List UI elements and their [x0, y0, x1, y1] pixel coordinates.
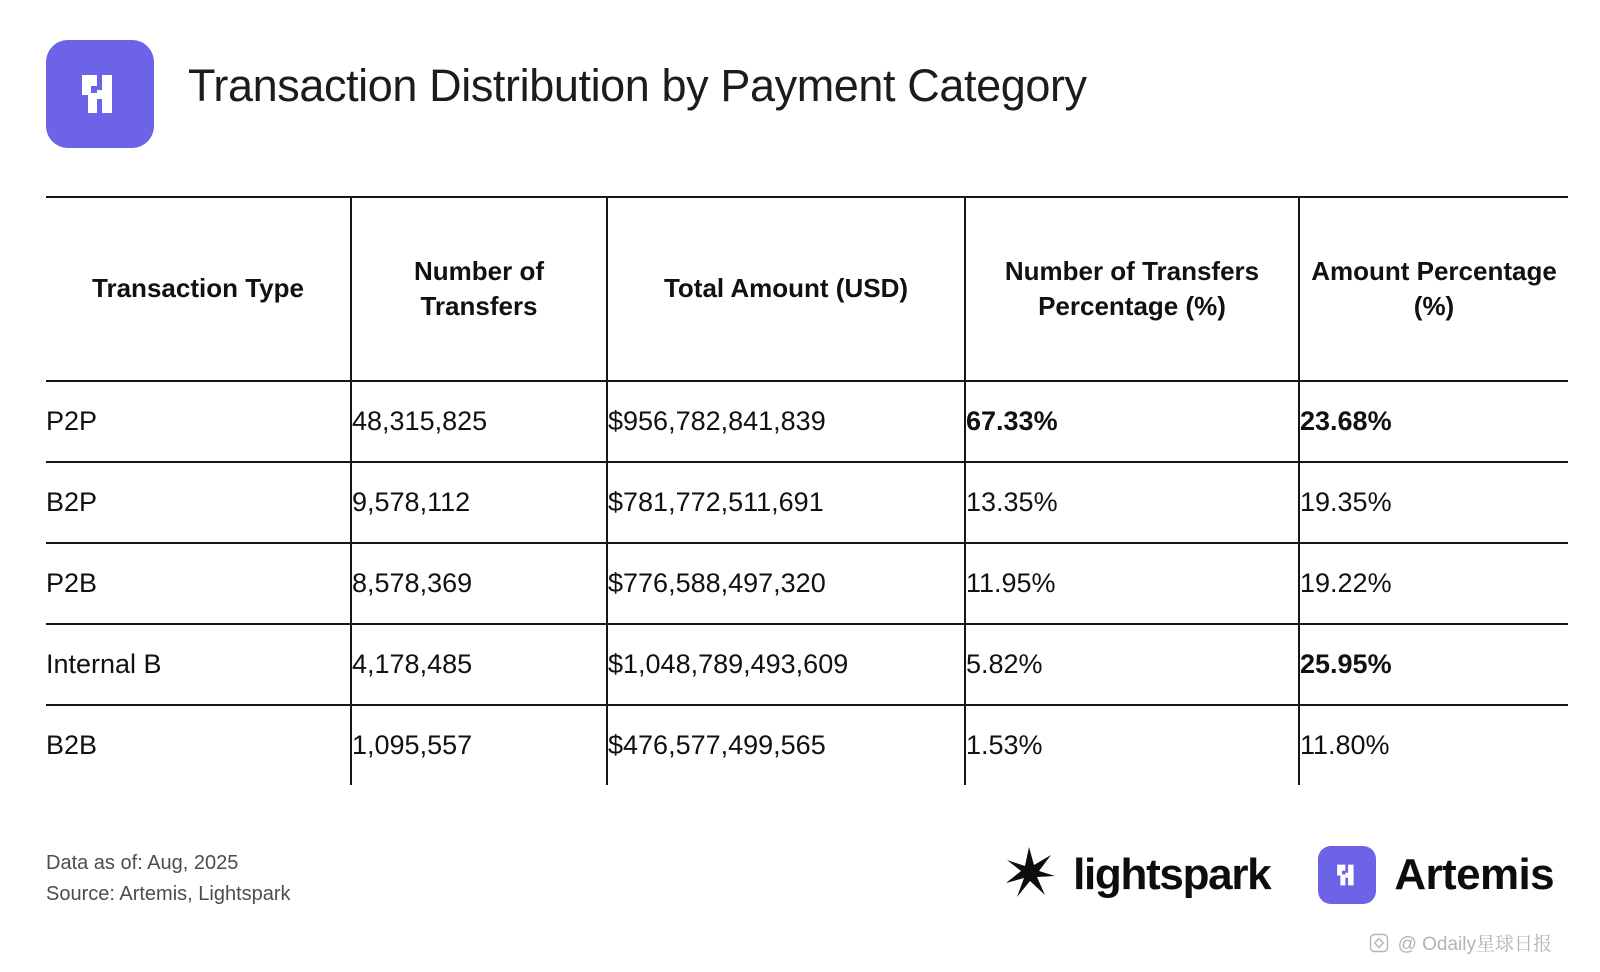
cell-total-amount: $476,577,499,565	[607, 705, 965, 785]
cell-amount-percentage: 25.95%	[1299, 624, 1568, 705]
cell-number-of-transfers: 4,178,485	[351, 624, 607, 705]
footer-notes	[46, 848, 291, 910]
odaily-logo-icon	[1368, 932, 1390, 954]
artemis-wordmark: Artemis	[1394, 849, 1554, 899]
cell-amount-percentage: 19.22%	[1299, 543, 1568, 624]
lightspark-logo	[1001, 843, 1270, 906]
transaction-table	[46, 196, 1568, 785]
table-row	[46, 462, 1568, 543]
table-row	[46, 624, 1568, 705]
footer-brands	[1001, 843, 1554, 906]
page-title: Transaction Distribution by Payment Category	[188, 60, 1087, 111]
cell-number-of-transfers: 1,095,557	[351, 705, 607, 785]
cell-number-of-transfers: 48,315,825	[351, 381, 607, 462]
cell-number-of-transfers: 8,578,369	[351, 543, 607, 624]
artemis-logo-icon	[46, 40, 154, 148]
column-header-transaction-type: Transaction Type	[46, 197, 351, 381]
column-header-transfers-percentage: Number of Transfers Percentage (%)	[965, 197, 1299, 381]
table-row	[46, 705, 1568, 785]
table-body	[46, 381, 1568, 785]
artemis-logo	[1318, 846, 1554, 904]
table-header	[46, 197, 1568, 381]
header	[46, 38, 1554, 178]
cell-transfers-percentage: 11.95%	[965, 543, 1299, 624]
footer	[46, 843, 1554, 910]
watermark-text: @ Odaily星球日报	[1397, 934, 1552, 955]
cell-transfers-percentage: 5.82%	[965, 624, 1299, 705]
cell-transfers-percentage: 13.35%	[965, 462, 1299, 543]
cell-transaction-type: B2B	[46, 730, 98, 760]
artemis-mark-icon	[1318, 846, 1376, 904]
column-header-amount-percentage: Amount Percentage (%)	[1299, 197, 1568, 381]
table-row	[46, 543, 1568, 624]
cell-total-amount: $1,048,789,493,609	[607, 624, 965, 705]
cell-transaction-type: P2B	[46, 543, 351, 624]
cell-transfers-percentage: 1.53%	[965, 705, 1299, 785]
table-header-row	[46, 197, 1568, 381]
cell-transfers-percentage: 67.33%	[965, 381, 1299, 462]
table-row	[46, 381, 1568, 462]
cell-amount-percentage: 11.80%	[1299, 705, 1568, 785]
cell-transaction-type: B2P	[46, 462, 351, 543]
cell-transaction-type: P2P	[46, 381, 351, 462]
source-label: Source: Artemis, Lightspark	[46, 883, 291, 905]
cell-amount-percentage: 19.35%	[1299, 462, 1568, 543]
transaction-table-wrapper	[46, 196, 1568, 785]
column-header-total-amount: Total Amount (USD)	[607, 197, 965, 381]
watermark	[1368, 929, 1552, 956]
cell-total-amount: $776,588,497,320	[607, 543, 965, 624]
data-as-of-label: Data as of: Aug, 2025	[46, 852, 239, 874]
cell-number-of-transfers: 9,578,112	[351, 462, 607, 543]
lightspark-wordmark: lightspark	[1073, 849, 1271, 899]
lightspark-mark-icon	[1001, 843, 1059, 906]
cell-transaction-type: Internal B	[46, 624, 351, 705]
cell-total-amount: $781,772,511,691	[607, 462, 965, 543]
cell-amount-percentage: 23.68%	[1299, 381, 1568, 462]
cell-total-amount: $956,782,841,839	[607, 381, 965, 462]
column-header-number-of-transfers: Number of Transfers	[351, 197, 607, 381]
